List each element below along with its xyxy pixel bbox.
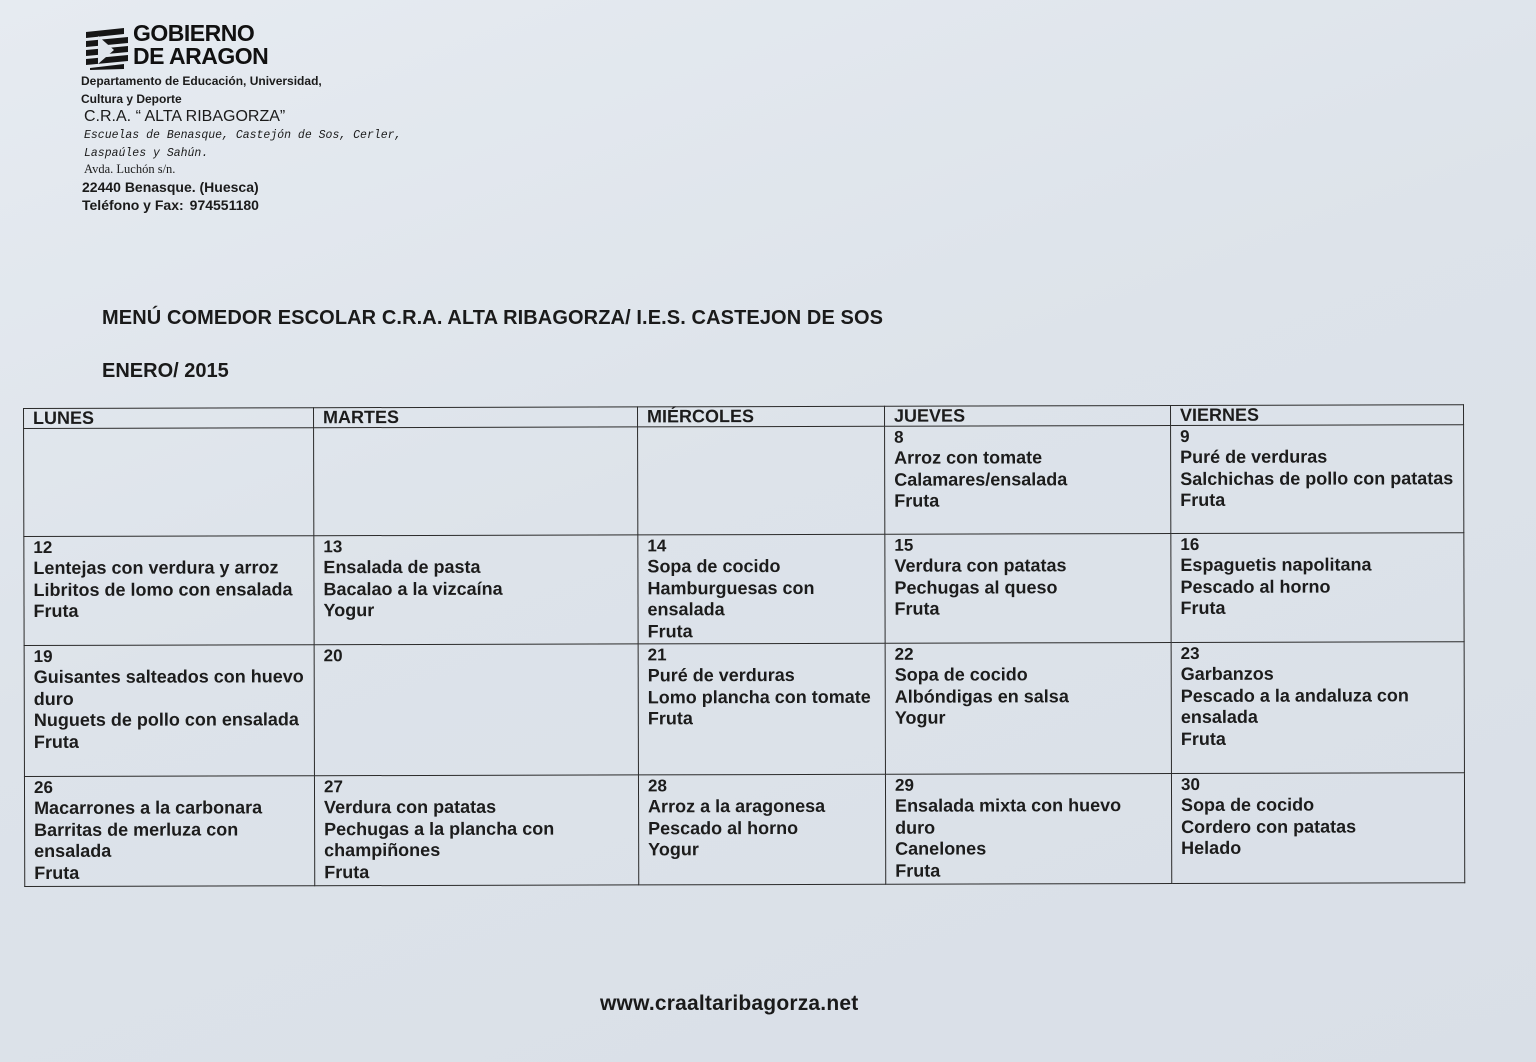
day-number: 26 — [33, 777, 53, 797]
dish-item: Bacalao a la vizcaína — [323, 578, 503, 599]
dish-item: Sopa de cocido — [647, 556, 781, 577]
schools-list: Escuelas de Benasque, Castejón de Sos, Cerler, Laspaúles y Sahún. — [84, 129, 402, 160]
menu-body — [24, 425, 1465, 887]
phone — [82, 197, 259, 213]
gobierno-aragon-logo-icon — [84, 26, 130, 70]
footer-url: www.craaltaribagorza.net — [600, 992, 859, 1015]
dish-item: Fruta — [324, 861, 370, 882]
dish-item: Puré de verduras — [647, 664, 795, 686]
day-cell — [1171, 533, 1464, 643]
dish-item: Fruta — [33, 600, 79, 621]
dish-item: Fruta — [34, 862, 80, 883]
dish-item: Yogur — [323, 600, 375, 621]
phone-number: 974551180 — [189, 197, 259, 213]
day-cell — [314, 775, 638, 886]
dish-item: Pescado al horno — [1180, 576, 1331, 597]
week-row — [24, 642, 1464, 777]
dish-item: Hamburguesas con ensalada — [647, 577, 815, 620]
dish-item: Verdura con patatas — [324, 796, 497, 818]
day-cell — [638, 534, 885, 644]
day-cell — [1171, 642, 1464, 774]
day-cell — [24, 776, 314, 887]
dish-item: Verdura con patatas — [894, 555, 1067, 576]
day-cell — [24, 645, 314, 777]
day-number: 29 — [894, 775, 914, 795]
header-viernes: VIERNES — [1170, 405, 1463, 426]
dish-item: Ensalada de pasta — [323, 556, 481, 578]
day-cell — [885, 773, 1171, 884]
day-number: 23 — [1180, 643, 1200, 663]
week-row — [24, 533, 1464, 646]
dish-item: Lentejas con verdura y arroz — [33, 557, 279, 578]
logo-text — [133, 22, 268, 68]
dish-item: Fruta — [895, 860, 941, 881]
day-number: 9 — [1180, 426, 1190, 446]
day-number: 27 — [323, 777, 343, 797]
day-number: 16 — [1180, 534, 1200, 554]
menu-table — [23, 404, 1465, 887]
dish-item: Arroz a la aragonesa — [648, 795, 826, 817]
dish-item: Pescado a la andaluza con ensalada — [1180, 684, 1409, 727]
day-cell — [1171, 425, 1464, 534]
day-cell — [638, 643, 885, 775]
dish-item: Puré de verduras — [1180, 446, 1328, 467]
dish-item: Pechugas al queso — [894, 576, 1058, 598]
dish-item: Nuguets de pollo con ensalada — [33, 709, 299, 730]
day-number: 21 — [647, 645, 667, 665]
day-number: 20 — [323, 646, 343, 666]
day-cell — [24, 428, 314, 537]
day-cell — [885, 533, 1171, 643]
dish-item: Fruta — [1180, 489, 1226, 510]
address: Avda. Luchón s/n. — [84, 162, 176, 176]
day-number: 22 — [894, 644, 914, 664]
page-title: MENÚ COMEDOR ESCOLAR C.R.A. ALTA RIBAGORZA/ I.E.S. CASTEJON DE SOS — [102, 307, 884, 329]
day-number: 14 — [647, 536, 667, 556]
day-cell — [638, 774, 885, 885]
dish-item: Fruta — [1180, 597, 1226, 618]
dish-item: Yogur — [894, 707, 946, 728]
logo-text-line2: DE ARAGON — [133, 43, 269, 69]
dish-item: Espaguetis napolitana — [1180, 554, 1372, 575]
dish-item: Albóndigas en salsa — [894, 685, 1069, 707]
day-cell — [885, 642, 1171, 774]
phone-label: Teléfono y Fax: — [82, 197, 184, 213]
day-cell — [24, 536, 314, 646]
dish-item: Lomo plancha con tomate — [647, 686, 871, 707]
dish-item: Fruta — [894, 490, 940, 511]
day-cell — [885, 425, 1171, 534]
dish-item: Fruta — [894, 598, 940, 619]
header-miercoles: MIÉRCOLES — [637, 406, 884, 427]
dish-item: Guisantes salteados con huevo duro — [33, 666, 304, 709]
dish-item: Calamares/ensalada — [894, 468, 1068, 490]
dish-item: Libritos de lomo con ensalada — [33, 578, 293, 600]
dish-item: Fruta — [647, 708, 693, 729]
day-cell — [314, 535, 638, 645]
header-lunes: LUNES — [24, 408, 314, 429]
day-number — [323, 428, 629, 429]
dish-item: Helado — [1181, 837, 1242, 858]
dish-item: Pescado al horno — [648, 817, 799, 838]
header-jueves: JUEVES — [884, 405, 1170, 426]
school-name: C.R.A. “ ALTA RIBAGORZA” — [84, 108, 286, 125]
day-cell — [314, 644, 638, 776]
dish-item: Sopa de cocido — [894, 664, 1028, 685]
day-number: 13 — [323, 537, 343, 557]
city: 22440 Benasque. (Huesca) — [82, 179, 259, 195]
week-row — [24, 425, 1464, 537]
dish-item: Arroz con tomate — [894, 447, 1043, 468]
dish-item: Barritas de merluza con ensalada — [34, 818, 239, 861]
dish-item: Yogur — [648, 839, 699, 860]
day-cell — [638, 426, 885, 535]
day-number: 28 — [647, 776, 667, 796]
dish-item: Garbanzos — [1180, 663, 1274, 684]
dish-item: Fruta — [33, 731, 79, 752]
dish-item: Salchichas de pollo con patatas — [1180, 467, 1454, 489]
logo-text-line1: GOBIERNO — [133, 20, 255, 46]
dish-item: Cordero con patatas — [1181, 816, 1357, 837]
dish-item: Pechugas a la plancha con champiñones — [324, 818, 555, 861]
week-row — [24, 773, 1464, 887]
dish-item: Canelones — [895, 838, 987, 859]
header-martes: MARTES — [314, 407, 638, 428]
day-number: 30 — [1180, 774, 1200, 794]
month-title: ENERO/ 2015 — [102, 360, 229, 382]
dish-item: Macarrones a la carbonara — [34, 797, 263, 818]
day-number — [647, 428, 876, 429]
day-cell — [314, 427, 638, 536]
dish-item: Fruta — [647, 620, 693, 641]
department-name: Departamento de Educación, Universidad, Cultura y Deporte — [81, 74, 322, 106]
day-number: 8 — [894, 427, 904, 447]
day-number: 15 — [894, 535, 914, 555]
dish-item: Sopa de cocido — [1181, 794, 1315, 815]
day-number: 19 — [33, 646, 53, 666]
day-number: 12 — [33, 537, 53, 557]
day-cell — [1171, 773, 1464, 884]
dish-item: Fruta — [1180, 728, 1226, 749]
dish-item: Ensalada mixta con huevo duro — [895, 795, 1122, 838]
day-number — [33, 429, 305, 430]
